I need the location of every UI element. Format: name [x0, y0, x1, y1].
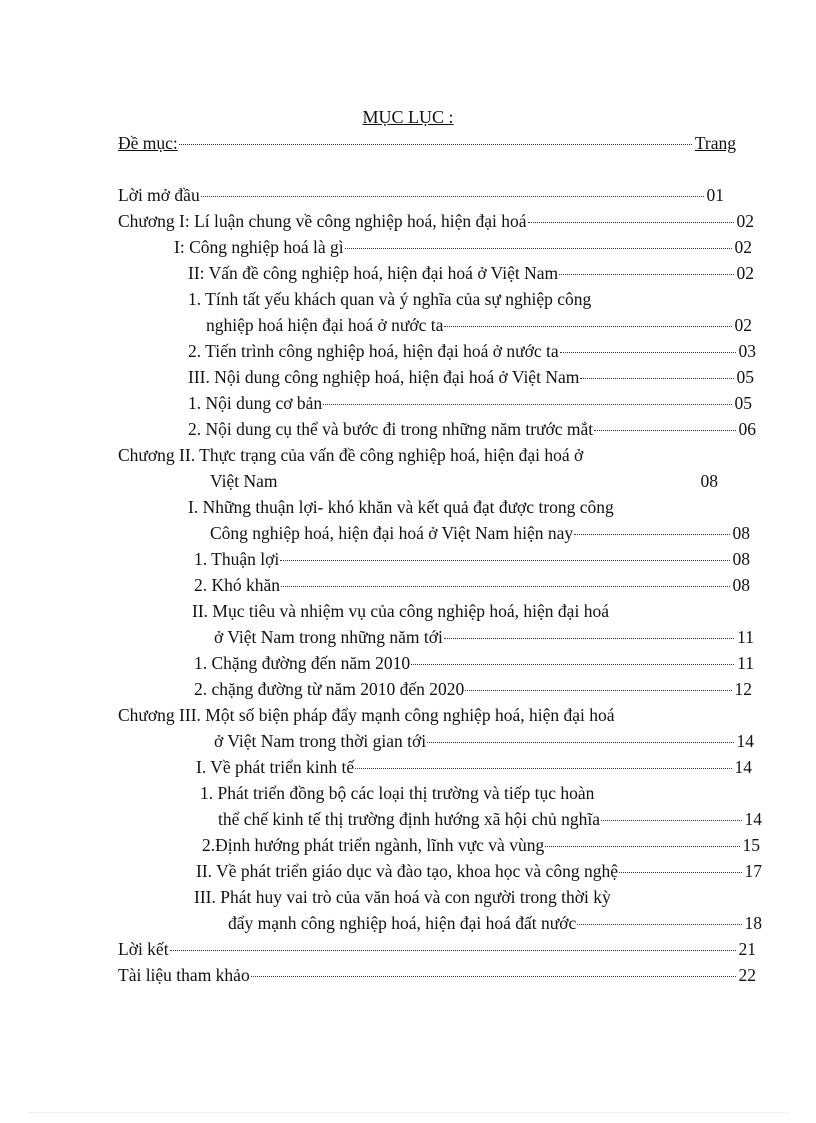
toc-entry-page: 08 — [732, 523, 750, 543]
toc-entry-page: 02 — [736, 211, 754, 231]
dot-leader — [444, 312, 731, 327]
toc-entry-page: 08 — [732, 575, 750, 595]
toc-entry — [210, 521, 750, 545]
toc-entry-page: 15 — [742, 835, 760, 855]
toc-entry-text: 2. Nội dung cụ thể và bước đi trong những năm trước mắt — [188, 419, 594, 439]
dot-leader — [278, 468, 697, 483]
toc-entry-page: 08 — [700, 471, 718, 491]
dot-leader — [601, 806, 741, 821]
dot-leader — [170, 936, 736, 951]
page-bottom-rule — [28, 1112, 788, 1113]
toc-entry — [174, 235, 752, 259]
toc-entry-text: ở Việt Nam trong những năm tới — [214, 627, 443, 647]
toc-entry — [200, 781, 594, 805]
toc-entry-page: 01 — [706, 185, 724, 205]
toc-entry-page: 14 — [744, 809, 762, 829]
dot-leader — [411, 650, 734, 665]
toc-entry-page: 14 — [736, 731, 754, 751]
toc-entry-text: thể chế kinh tế thị trường định hướng xã hội chủ nghĩa — [218, 809, 601, 829]
toc-header-right: Trang — [694, 133, 736, 153]
toc-entry-text: Tài liệu tham khảo — [118, 965, 250, 985]
toc-entry-text: nghiệp hoá hiện đại hoá ở nước ta — [206, 315, 444, 335]
dot-leader — [560, 338, 736, 353]
dot-leader — [323, 390, 731, 405]
toc-entry — [196, 859, 762, 883]
dot-leader — [345, 234, 732, 249]
toc-entry-page: 08 — [732, 549, 750, 569]
dot-leader — [580, 364, 733, 379]
toc-entry — [118, 963, 756, 987]
toc-entry — [188, 339, 756, 363]
dot-leader — [444, 624, 734, 639]
toc-entry-page: 11 — [737, 653, 754, 673]
toc-entry — [214, 625, 754, 649]
dot-leader — [559, 260, 733, 275]
toc-entry-text: Việt Nam — [210, 471, 278, 491]
toc-entry — [118, 937, 756, 961]
dot-leader — [355, 754, 731, 769]
toc-entry — [194, 677, 752, 701]
toc-entry-text: 1. Chặng đường đến năm 2010 — [194, 653, 411, 673]
toc-entry-text: II. Về phát triển giáo dục và đào tạo, khoa học và công nghệ — [196, 861, 618, 881]
toc-entry — [206, 313, 752, 337]
toc-entry-page: 22 — [738, 965, 756, 985]
toc-entry-page: 11 — [737, 627, 754, 647]
toc-entry — [194, 885, 611, 909]
dot-leader — [574, 520, 729, 535]
toc-header — [118, 131, 736, 155]
toc-entry-page: 05 — [734, 393, 752, 413]
toc-entry — [214, 729, 754, 753]
toc-entry-text: Lời mở đầu — [118, 185, 200, 205]
toc-entry-text: II: Vấn đề công nghiệp hoá, hiện đại hoá ở Việt Nam — [188, 263, 559, 283]
toc-entry-text: ở Việt Nam trong thời gian tới — [214, 731, 427, 751]
toc-entry-text: 1. Tính tất yếu khách quan và ý nghĩa của sự nghiệp công — [188, 289, 592, 309]
dot-leader — [545, 832, 739, 847]
toc-entry — [188, 287, 591, 311]
toc-entry-text: II. Mục tiêu và nhiệm vụ của công nghiệp hoá, hiện đại hoá — [192, 601, 609, 621]
toc-entry-text: 1. Nội dung cơ bản — [188, 393, 323, 413]
toc-entry-text: 1. Thuận lợi — [194, 549, 280, 569]
dot-leader — [577, 910, 741, 925]
toc-entry-page: 02 — [734, 237, 752, 257]
toc-entry-text: I: Công nghiệp hoá là gì — [174, 237, 344, 257]
dot-leader — [281, 572, 729, 587]
toc-entry-text: Công nghiệp hoá, hiện đại hoá ở Việt Nam hiện nay — [210, 523, 574, 543]
toc-entry-text: Chương II. Thực trạng của vấn đề công nghiệp hoá, hiện đại hoá ở — [118, 445, 584, 465]
toc-entry-text: Chương III. Một số biện pháp đẩy mạnh công nghiệp hoá, hiện đại hoá — [118, 705, 615, 725]
toc-entry-text: 1. Phát triển đồng bộ các loại thị trường và tiếp tục hoàn — [200, 783, 595, 803]
toc-entry — [118, 443, 583, 467]
toc-entry — [194, 547, 750, 571]
toc-entry-text: đẩy mạnh công nghiệp hoá, hiện đại hoá đất nước — [228, 913, 577, 933]
toc-entry-page: 14 — [734, 757, 752, 777]
toc-entry — [188, 391, 752, 415]
toc-entry — [118, 703, 615, 727]
toc-entry — [188, 495, 614, 519]
toc-entry — [192, 599, 609, 623]
toc-entry-page: 02 — [736, 263, 754, 283]
toc-entry-text: 2. Tiến trình công nghiệp hoá, hiện đại hoá ở nước ta — [188, 341, 559, 361]
toc-entry-text: 2. chặng đường từ năm 2010 đến 2020 — [194, 679, 465, 699]
dot-leader — [201, 182, 704, 197]
toc-header-left: Đề mục: — [118, 133, 178, 153]
toc-entry — [196, 755, 752, 779]
toc-entry-text: 2. Khó khăn — [194, 575, 281, 595]
toc-entry-page: 18 — [744, 913, 762, 933]
toc-entry — [188, 365, 754, 389]
dot-leader — [594, 416, 735, 431]
dot-leader — [280, 546, 729, 561]
toc-title — [0, 105, 816, 129]
dot-leader — [465, 676, 731, 691]
toc-entry — [202, 833, 760, 857]
toc-entry-text: III. Phát huy vai trò của văn hoá và con người trong thời kỳ — [194, 887, 611, 907]
toc-entry-page: 05 — [736, 367, 754, 387]
toc-entry-text: I. Những thuận lợi- khó khăn và kết quả đạt được trong công — [188, 497, 614, 517]
toc-entry-text: I. Về phát triển kinh tế — [196, 757, 355, 777]
dot-leader — [528, 208, 734, 223]
dot-leader — [619, 858, 742, 873]
toc-entry-text: 2.Định hướng phát triển ngành, lĩnh vực và vùng — [202, 835, 545, 855]
toc-entry — [188, 417, 756, 441]
toc-entry — [194, 651, 754, 675]
dot-leader — [427, 728, 733, 743]
toc-entry — [218, 807, 762, 831]
toc-entry-text: III. Nội dung công nghiệp hoá, hiện đại hoá ở Việt Nam — [188, 367, 580, 387]
toc-entry-page: 02 — [734, 315, 752, 335]
toc-entry — [228, 911, 762, 935]
dot-leader — [179, 130, 692, 145]
toc-title-text: MỤC LỤC : — [362, 107, 454, 127]
toc-entry-page: 21 — [738, 939, 756, 959]
toc-entry — [194, 573, 750, 597]
toc-entry-text: Lời kết — [118, 939, 169, 959]
toc-entry-page: 12 — [734, 679, 752, 699]
toc-entry — [210, 469, 718, 493]
toc-entry-page: 17 — [744, 861, 762, 881]
toc-entry — [188, 261, 754, 285]
toc-entry — [118, 183, 724, 207]
toc-entry-page: 06 — [738, 419, 756, 439]
toc-entry-page: 03 — [738, 341, 756, 361]
toc-entry — [118, 209, 754, 233]
toc-entry-text: Chương I: Lí luận chung về công nghiệp hoá, hiện đại hoá — [118, 211, 527, 231]
dot-leader — [251, 962, 736, 977]
